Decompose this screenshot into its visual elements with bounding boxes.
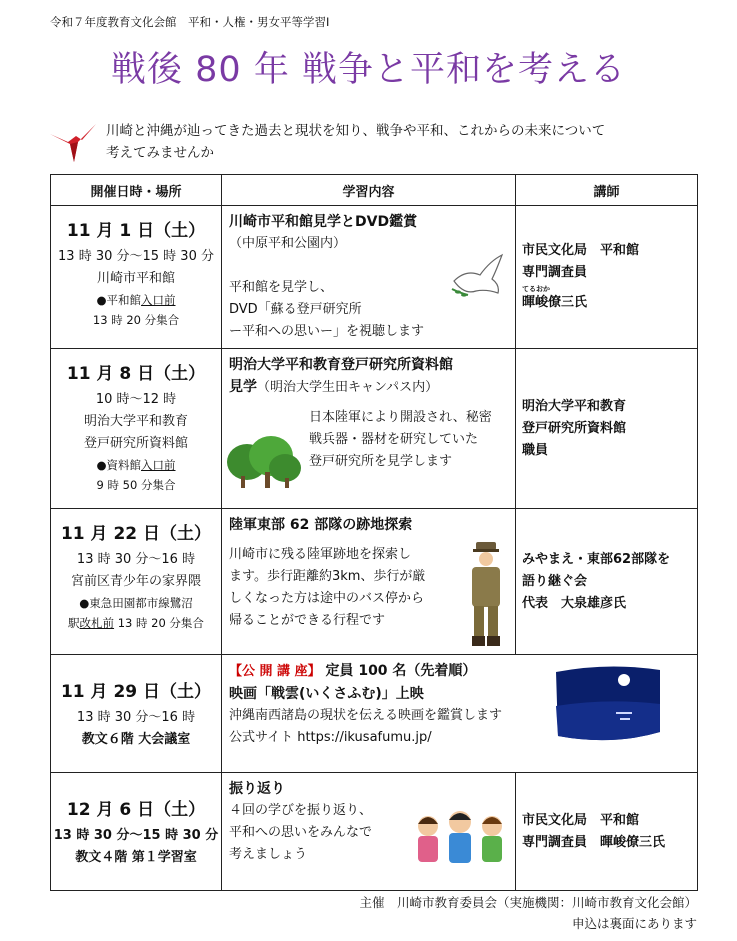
session-place: 宮前区青少年の家界隈 <box>70 574 201 589</box>
table-row <box>51 773 698 891</box>
header-line: 令和７年度教育文化会館 平和・人権・男女平等学習Ⅰ <box>50 15 330 29</box>
session-date: 11 月 22 日（土） <box>60 524 212 544</box>
session-date: 11 月 1 日（土） <box>66 221 206 241</box>
session-content-cell: 【公 開 講 座】 定員 100 名（先着順） 映画「戦雲(いくさふむ)」上映 沖縄南西諸島の現状を伝える映画を鑑賞します 公式サイト https://ikusafumu.jp/ <box>222 655 698 773</box>
session-date: 11 月 8 日（土） <box>66 364 206 384</box>
session-date-cell <box>51 349 222 509</box>
session-time: 13 時 30 分〜16 時 <box>76 710 196 725</box>
col-header-lecturer: 講師 <box>516 175 698 206</box>
session-date-cell <box>51 206 222 349</box>
session-time: 13 時 30 分〜15 時 30 分 <box>58 249 214 264</box>
meeting-time: 9 時 50 分集合 <box>96 478 176 492</box>
table-row <box>51 206 698 349</box>
session-place-2: 登戸研究所資料館 <box>83 436 188 451</box>
session-place: 教文４階 第１学習室 <box>75 850 197 865</box>
children-icon <box>412 804 508 870</box>
table-row <box>51 349 698 509</box>
night-sea-icon <box>552 662 664 746</box>
session-content-cell: 振り返り ４回の学びを振り返り、 平和への思いをみんなで 考えましょう <box>222 773 516 891</box>
session-time: 13 時 30 分〜16 時 <box>76 552 196 567</box>
session-content-cell: 陸軍東部 62 部隊の跡地探索 川崎市に残る陸軍跡地を探索し ます。歩行距離約3km、歩行が厳 しくなった方は途中のバス停から 帰ることができる行程です <box>222 509 516 655</box>
meeting-time: 13 時 20 分集合 <box>92 313 180 327</box>
session-date-cell <box>51 655 222 773</box>
session-title: 映画「戦雲(いくさふむ)」上映 <box>229 686 424 702</box>
session-title: 振り返り <box>229 781 285 797</box>
session-date-cell <box>51 509 222 655</box>
meeting-point: ●平和館入口前 <box>96 293 176 307</box>
meeting-point: ●資料館入口前 <box>96 458 176 472</box>
schedule-table <box>50 174 698 891</box>
paper-crane-icon <box>48 122 98 164</box>
lecturer-cell: みやまえ・東部62部隊を 語り継ぐ会 代表 大泉雄彦氏 <box>516 509 698 655</box>
session-content-cell: 川崎市平和館見学とDVD鑑賞 （中原平和公園内） 平和館を見学し、 DVD「蘇る登戸研究所 ー平和への思いー」を視聴します <box>222 206 516 349</box>
table-row <box>51 655 698 773</box>
page-title: 戦後 80 年 戦争と平和を考える <box>111 50 626 90</box>
dove-icon <box>446 251 508 307</box>
session-place: 明治大学平和教育 <box>83 414 188 429</box>
session-title: 川崎市平和館見学とDVD鑑賞 <box>229 214 418 230</box>
table-row <box>51 509 698 655</box>
meeting-time: 駅改札前 13 時 20 分集合 <box>68 616 204 630</box>
session-place: 川崎市平和館 <box>96 271 175 286</box>
intro-text: 川崎と沖縄が辿ってきた過去と現状を知り、戦争や平和、これからの未来について 考えてみませんか <box>106 123 606 161</box>
lecturer-cell: 市民文化局 平和館 専門調査員 暉峻僚三氏 <box>516 773 698 891</box>
application-note: 申込は裏面にあります <box>571 916 697 931</box>
col-header-date: 開催日時・場所 <box>51 175 222 206</box>
tree-icon <box>225 432 303 492</box>
meeting-point: ●東急田園都市線鷺沼 <box>79 596 193 610</box>
session-place: 教文６階 大会議室 <box>81 732 191 747</box>
public-lecture-tag: 【公 開 講 座】 <box>229 664 321 679</box>
session-title: 明治大学平和教育登戸研究所資料館 <box>229 357 453 373</box>
table-header-row <box>51 175 698 206</box>
official-site: 公式サイト https://ikusafumu.jp/ <box>229 730 432 745</box>
sponsor-note: 主催 川崎市教育委員会（実施機関：川崎市教育文化会館） <box>359 895 697 910</box>
session-content-cell: 明治大学平和教育登戸研究所資料館 見学（明治大学生田キャンパス内） 日本陸軍により開設され、秘密 戦兵器・器材を研究していた 登戸研究所を見学します <box>222 349 516 509</box>
session-title: 陸軍東部 62 部隊の跡地探索 <box>229 517 413 533</box>
lecturer-cell: 明治大学平和教育 登戸研究所資料館 職員 <box>516 349 698 509</box>
soldier-icon <box>466 542 506 650</box>
session-date-cell <box>51 773 222 891</box>
furigana: てるおか <box>522 285 550 293</box>
col-header-content: 学習内容 <box>222 175 516 206</box>
lecturer-name: てるおか 暉峻僚三氏 <box>522 286 697 314</box>
session-time: 13 時 30 分〜15 時 30 分 <box>53 828 219 843</box>
session-date: 12 月 6 日（土） <box>66 800 206 820</box>
lecturer-cell: 市民文化局 平和館 専門調査員 てるおか 暉峻僚三氏 <box>516 206 698 349</box>
session-date: 11 月 29 日（土） <box>60 682 212 702</box>
session-time: 10 時〜12 時 <box>95 392 177 407</box>
